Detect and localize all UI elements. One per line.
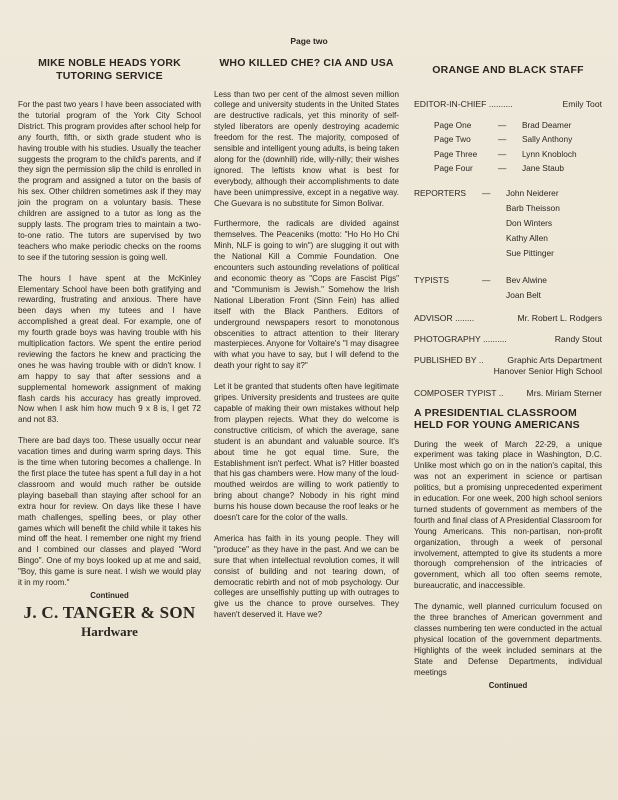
reporter-name: Barb Theisson: [506, 202, 560, 213]
column-tutoring: [18, 50, 201, 640]
composer-dots: ..: [498, 387, 504, 398]
page-editor-name: Sally Anthony: [522, 134, 573, 144]
composer-label: COMPOSER TYPIST: [414, 387, 497, 398]
classroom-headline: A PRESIDENTIAL CLASSROOM HELD FOR YOUNG AMERICANS: [414, 406, 580, 431]
photography-dots: ..........: [482, 333, 507, 344]
page-editors: [414, 118, 602, 176]
column-staff: [414, 50, 602, 690]
editor-in-chief: [414, 99, 602, 110]
tutoring-paragraph-3: There are bad days too. These usually occur near vacation times and during warm spring days. This is the time when tutoring becomes a challenge. In the first place the tutee has spent a full day in a hot classroom and would much rather be outside playing baseball than staying after school for an extra hour for review. On days like these I have math challenges, spelling bees, or play other games which will benefit the child while it takes his mind off the heat. I remember one night my friend and I combined our classes and played "Word Bingo". One of my boys looked up at me and said, "Boy, this game is sure neat. I wish we would play it in my room.": [18, 436, 201, 588]
photographer-name: Randy Stout: [554, 333, 602, 344]
che-paragraph-1: Less than two per cent of the almost seven million college and university students in the United States are destructive radicals, yet this minority of self-styled liberators are openly destroying academic freedom for the rest. The majority, composed of sensible and intelligent young adults, is being taken along for the (downhill) ride, willy-nilly; their wishes ignored. The leftists know what is best for everybody, although their accomplishments to date have been unimpressive, except in a negative way. Che Guevara is no substitute for Simon Bolivar.: [214, 89, 399, 208]
ad-business-name: J. C. TANGER & SON: [23, 602, 196, 622]
reporters-label: REPORTERS: [414, 187, 466, 198]
reporter-name: Sue Pittinger: [506, 247, 554, 258]
che-paragraph-2: Furthermore, the radicals are divided against themselves. The Peaceniks (motto: "Ho Ho Ho Chi Minh, NLF is going to win") are slugging it out with the National Kill a Commie Foundation. One encounters such astounding revelations of political and economic theory as "Cops are Fascist Pigs" and "Communism is Jewish." Somehow the Irish National Liberation Front (Sinn Fein) has allied itself with the Black Panthers. Editors of underground newspapers resort to monotonous obscenities to attract attention to their literary masterpieces. Anyone for Voltaire's "I may disagree with what you have to say, but I will defend to the death your right to say it?": [214, 219, 399, 371]
page-editor-name: Jane Staub: [522, 163, 564, 173]
reporter-name: Don Winters: [506, 217, 553, 228]
page-editor-name: Lynn Knobloch: [522, 148, 577, 159]
reporters-block: [414, 186, 602, 261]
che-headline: WHO KILLED CHE? CIA AND USA: [219, 57, 394, 69]
page-editor-row: [414, 161, 602, 176]
published-line-1: Graphic Arts Department: [507, 354, 602, 365]
composer-name: Mrs. Miriam Sterner: [526, 387, 602, 398]
typist-name: Bev Alwine: [506, 274, 547, 285]
published-line-2: Hanover Senior High School: [493, 366, 602, 376]
page-editor-page: Page Two: [434, 134, 471, 144]
page-editor-page: Page Four: [434, 163, 473, 173]
che-paragraph-3: Let it be granted that students often have legitimate gripes. University presidents and trustees are quite capable of making their own mistakes without help from playpen rejects. What they do welcome is constructive criticism, of which the average, sane student is an abundant and valuable source. It's about time he got equal time. Sure, the Establishment isn't perfect. What is? Hitler boasted that his gas chambers were. How many of the loud-mouthed weirdos are willing to work patiently to bring about change? Nobody in his right mind burns his house down because the roof leaks or he doesn't care for the color of the walls.: [214, 382, 399, 523]
classroom-paragraph-1: During the week of March 22-29, a unique experiment was taking place in Washington, D.C. Unlike most which go on in the nation's capital, this was not an experiment in science or partisan politics, but a promising unprecedented experiment in education. For one week, 200 high school seniors turned students of government as members of the fourth and final class of A Presidential Classroom for Young Americans. This non-partisan, non-profit organization, through a week of personal involvement, attempted to give its students a more thorough comprehension of the intricacies of government, which all too often seems remote, bureaucratic, and inaccessible.: [414, 439, 602, 591]
published-dots: ..: [478, 354, 484, 365]
page-editor-page: Page Three: [434, 148, 478, 159]
classroom-continued: Continued: [488, 680, 528, 690]
editor-dots: ..........: [488, 98, 513, 109]
page-number: Page two: [290, 36, 328, 46]
tutoring-headline: MIKE NOBLE HEADS YORK TUTORING SERVICE: [38, 57, 181, 82]
reporters-dash: —: [482, 187, 491, 198]
che-paragraph-4: America has faith in its young people. They will "produce" as they have in the past. And we can be sure that when intellectual revolution comes, it will consist of building and not tearing down, of democratic rebirth and not of mob psychology. Our colleges are unselfishly putting up with outrages to give us the chance to prove ourselves. They haven't deserved it. Have we?: [214, 533, 399, 620]
page-editor-row: [414, 132, 602, 147]
column-che: [214, 50, 399, 621]
composer-line: [414, 388, 602, 399]
page-editor-row: [414, 118, 602, 133]
typists-block: [414, 273, 602, 303]
reporter-name: John Neiderer: [506, 187, 559, 198]
page-editor-dash: —: [498, 134, 507, 144]
typist-name: Joan Belt: [506, 289, 541, 300]
page-editor-page: Page One: [434, 119, 472, 130]
page-editor-name: Brad Deamer: [522, 119, 572, 130]
photography-label: PHOTOGRAPHY: [414, 333, 481, 344]
editor-label: EDITOR-IN-CHIEF: [414, 98, 487, 109]
page-editor-dash: —: [498, 148, 507, 159]
published-label: PUBLISHED BY: [414, 354, 477, 365]
advisor-label: ADVISOR: [414, 312, 453, 323]
tutoring-paragraph-2: The hours I have spent at the McKinley Elementary School have been both gratifying and rewarding, frustrating and anxious. There have been days when my tutees and I have accomplished a great deal. For example, one of my fourth grade boys was having trouble with his multiplication factors. We spent the entire period reviewing the factors he knew and practicing the ones he was having trouble with or didn't know. I am happy to say that after sessions and a supplemental homework assignment of making flash cards his accuracy has greatly improved. Now when I ask him how much 9 x 8 is, I get 72 and not 83.: [18, 273, 201, 425]
classroom-paragraph-2: The dynamic, well planned curriculum focused on the three branches of American government and classes numbering ten were conducted in the actual physical location of the government departments. Highlights of the week included seminars at the State and Defense Departments, individual meetings: [414, 602, 602, 677]
tutoring-paragraph-1: For the past two years I have been associated with the tutorial program of the York City School District. This program provides after school help for any fourth, fifth, or sixth grade student who is having trouble with his studies. Usually the teacher suggests the program to the child's parents, and if they sign the permission slip the child is enrolled in the program and assigned a tutor on the basis of his sex. Other children sometimes ask if they may join the program on a voluntary basis. These children are assigned to a tutor as long as the supply lasts. The program tries to maintain a two-to-one ratio. The tutors are supervised by two teachers who make periodic checks on the rooms to see if the tutoring session is going well.: [18, 100, 201, 262]
published-by: [414, 355, 602, 378]
tutoring-continued: Continued: [90, 590, 129, 600]
page-editor-dash: —: [498, 163, 507, 173]
typists-dash: —: [482, 274, 491, 285]
typists-label: TYPISTS: [414, 274, 449, 285]
page-editor-dash: —: [498, 119, 507, 130]
editor-name: Emily Toot: [562, 98, 602, 109]
advisor-line: [414, 313, 602, 324]
advisor-name: Mr. Robert L. Rodgers: [517, 312, 602, 323]
advisor-dots: ........: [455, 312, 475, 323]
photography-line: [414, 334, 602, 345]
page-editor-row: [414, 147, 602, 162]
reporter-name: Kathy Allen: [506, 232, 548, 243]
ad-business-type: Hardware: [81, 623, 138, 639]
staff-headline: ORANGE AND BLACK STAFF: [432, 64, 584, 76]
